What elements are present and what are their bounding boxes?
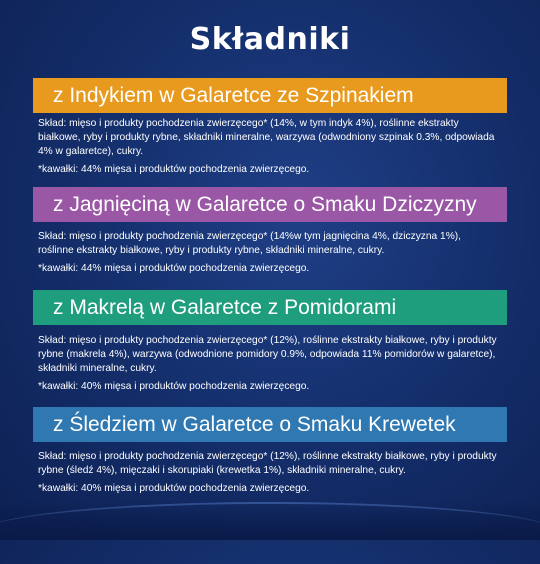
composition-text: Skład: mięso i produkty pochodzenia zwierzęcego* (12%), roślinne ekstrakty białkowe, ryby i produkty rybne (śledź 4%), mięczaki i skorupiaki (krewetka 1%), składniki mineralne, cukry. <box>38 451 497 476</box>
section-heading-banner: z Jagnięciną w Galaretce o Smaku Dziczyzny <box>33 187 507 222</box>
section-body <box>38 230 498 276</box>
section-body <box>38 450 498 496</box>
section-heading-banner: z Indykiem w Galaretce ze Szpinakiem <box>33 78 507 113</box>
footnote-text: *kawałki: 44% mięsa i produktów pochodzenia zwierzęcego. <box>38 263 310 274</box>
section-heading-banner: z Śledziem w Galaretce o Smaku Krewetek <box>33 407 507 442</box>
footnote-text: *kawałki: 44% mięsa i produktów pochodzenia zwierzęcego. <box>38 164 310 175</box>
composition-text: Skład: mięso i produkty pochodzenia zwierzęcego* (14%w tym jagnięcina 4%, dziczyzna 1%), roślinne ekstrakty białkowe, ryby i produkty rybne, składniki mineralne, cukry. <box>38 231 461 256</box>
page-title: Składniki <box>189 22 351 57</box>
footnote-text: *kawałki: 40% mięsa i produktów pochodzenia zwierzęcego. <box>38 483 310 494</box>
footnote-text: *kawałki: 40% mięsa i produktów pochodzenia zwierzęcego. <box>38 381 310 392</box>
section-heading-banner: z Makrelą w Galaretce z Pomidorami <box>33 290 507 325</box>
section-body <box>38 334 498 394</box>
background-shade <box>0 500 540 540</box>
composition-text: Skład: mięso i produkty pochodzenia zwierzęcego* (12%), roślinne ekstrakty białkowe, ryby i produkty rybne (makrela 4%), warzywa (odwodnione pomidory 0.9%, odpowiada 11% pomidorów w galaretce), składniki mineralne, cukry. <box>38 335 497 374</box>
section-body <box>38 117 498 177</box>
composition-text: Skład: mięso i produkty pochodzenia zwierzęcego* (14%, w tym indyk 4%), roślinne ekstrakty białkowe, ryby i produkty rybne, składniki mineralne, warzywa (odwodniony szpinak 0.3%, odpowiada 4% w galaretce), cukry. <box>38 118 495 157</box>
